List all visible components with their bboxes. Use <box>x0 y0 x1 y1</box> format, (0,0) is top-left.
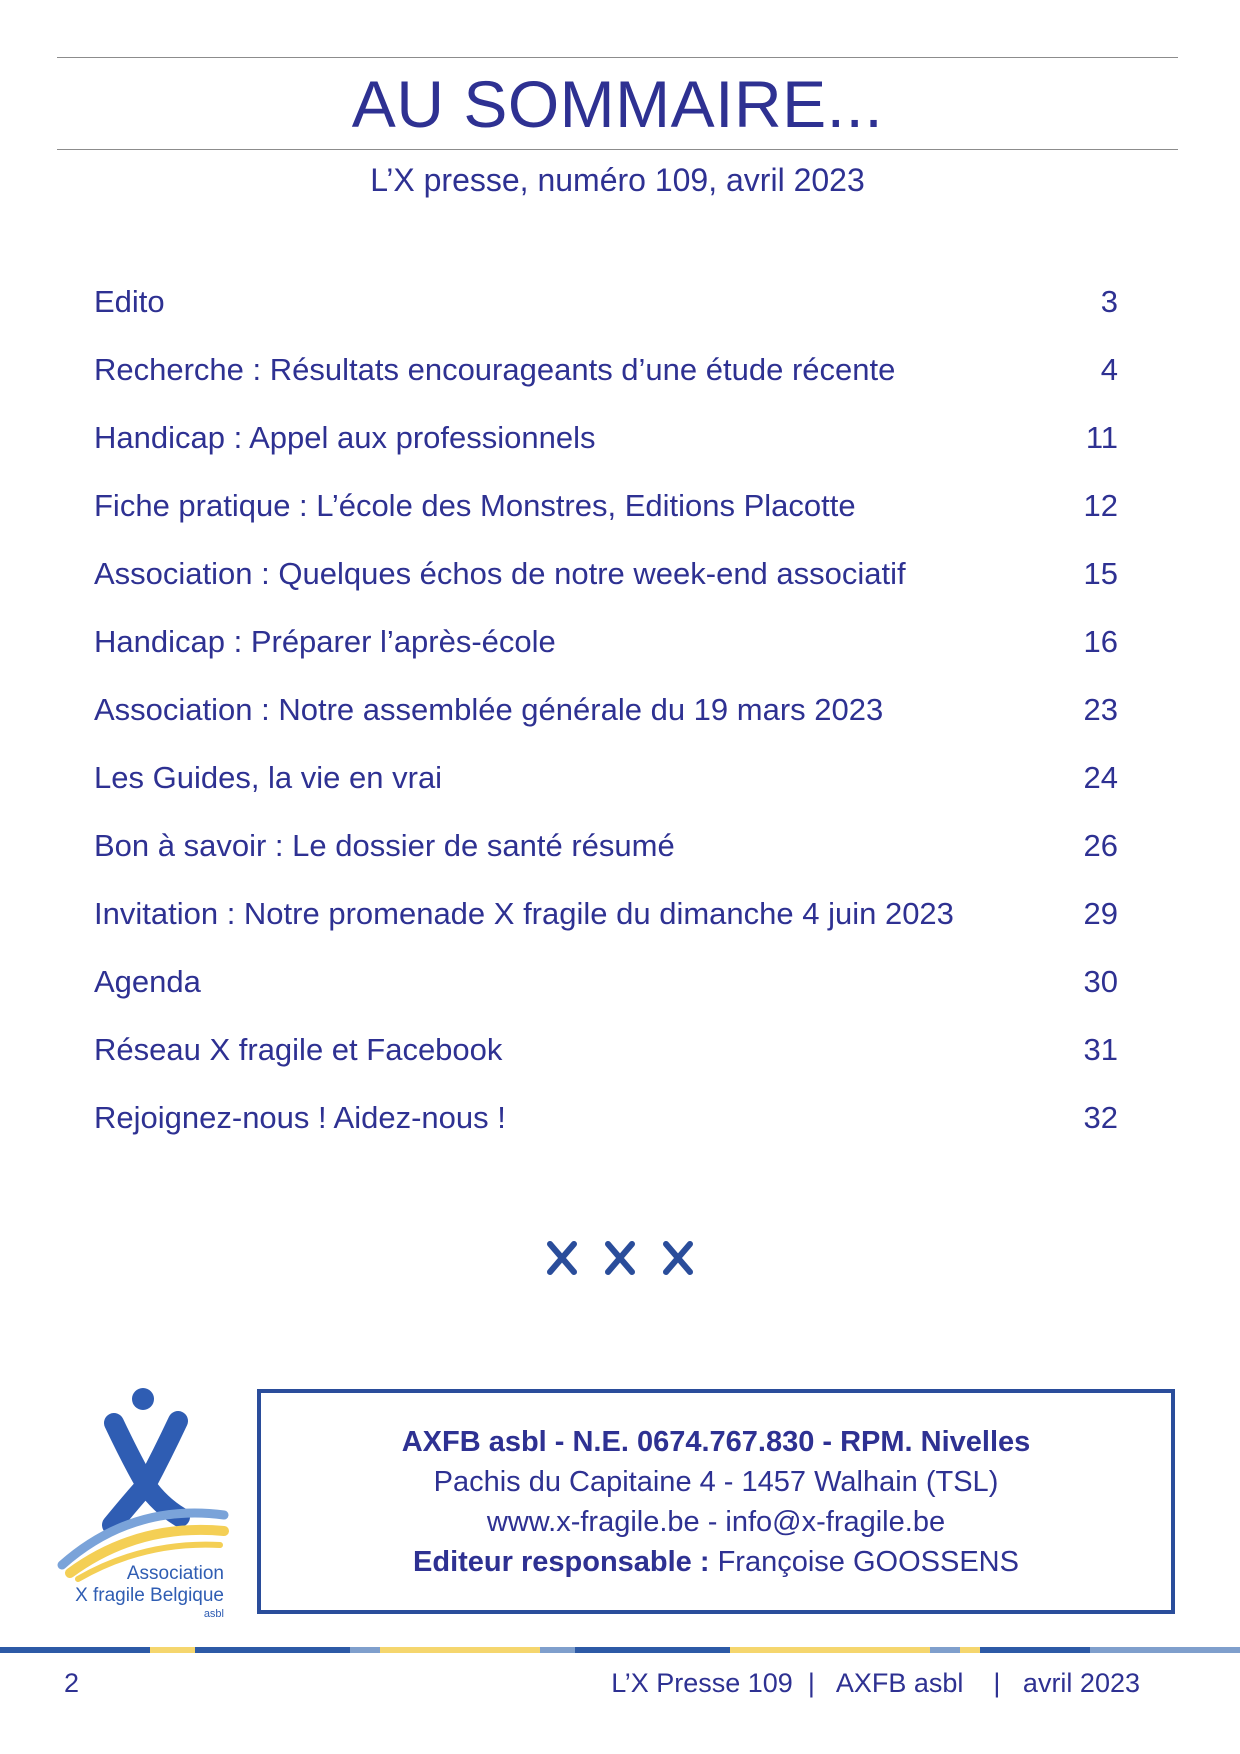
page-title: AU SOMMAIRE... <box>351 67 884 141</box>
editor-line <box>413 1542 1019 1582</box>
org-contact[interactable]: www.x-fragile.be - info@x-fragile.be <box>486 1505 946 1538</box>
toc-item-page: 29 <box>1083 896 1118 931</box>
toc-item[interactable] <box>94 622 1118 690</box>
toc-item-title: Recherche : Résultats encourageants d’une étude récente <box>94 352 896 387</box>
org-address: Pachis du Capitaine 4 - 1457 Walhain (TSL) <box>433 1465 999 1498</box>
association-logo <box>52 1385 238 1625</box>
footer-publication-info: L’X Presse 109 | AXFB asbl | avril 2023 <box>611 1668 1140 1698</box>
editor-label: Editeur responsable : <box>413 1545 710 1578</box>
toc-item[interactable] <box>94 418 1118 486</box>
toc-item[interactable] <box>94 486 1118 554</box>
toc-item-title: Fiche pratique : L’école des Monstres, Editions Placotte <box>94 488 856 523</box>
toc-item-title: Edito <box>94 284 165 319</box>
x-mark-icon <box>602 1238 638 1278</box>
toc-item-page: 31 <box>1083 1032 1118 1067</box>
toc-item-title: Invitation : Notre promenade X fragile du dimanche 4 juin 2023 <box>94 896 954 931</box>
toc-item-page: 3 <box>1100 284 1118 319</box>
toc-item-title: Bon à savoir : Le dossier de santé résumé <box>94 828 675 863</box>
toc-item[interactable] <box>94 554 1118 622</box>
toc-item[interactable] <box>94 962 1118 1030</box>
x-mark-icon <box>660 1238 696 1278</box>
x-mark-icon <box>544 1238 580 1278</box>
x-figure-logo-icon <box>62 1388 224 1579</box>
toc-item-page: 15 <box>1083 556 1118 591</box>
toc-item-page: 11 <box>1085 420 1118 455</box>
publisher-info-box <box>257 1389 1175 1614</box>
toc-item-page: 32 <box>1083 1100 1118 1135</box>
toc-item-title: Handicap : Appel aux professionnels <box>94 420 596 455</box>
toc-item-page: 4 <box>1100 352 1118 387</box>
toc-item[interactable] <box>94 894 1118 962</box>
top-rule <box>57 57 1178 58</box>
footer-color-bar <box>0 1647 1240 1653</box>
toc-item[interactable] <box>94 758 1118 826</box>
toc-item-page: 24 <box>1083 760 1118 795</box>
toc-item-title: Handicap : Préparer l’après-école <box>94 624 556 659</box>
editor-name: Françoise GOOSSENS <box>709 1545 1019 1578</box>
toc-item-page: 30 <box>1083 964 1118 999</box>
toc-item-title: Association : Quelques échos de notre week-end associatif <box>94 556 906 591</box>
logo-line-1: Association <box>126 1563 224 1584</box>
section-separator <box>0 1238 1240 1278</box>
logo-line-2: X fragile Belgique <box>75 1585 224 1606</box>
org-registration: AXFB asbl - N.E. 0674.767.830 - RPM. Nivelles <box>401 1425 1031 1458</box>
toc-item-title: Réseau X fragile et Facebook <box>94 1032 503 1067</box>
toc-item-title: Les Guides, la vie en vrai <box>94 760 443 795</box>
page-number: 2 <box>64 1668 80 1698</box>
toc-item-page: 16 <box>1083 624 1118 659</box>
issue-subtitle: L’X presse, numéro 109, avril 2023 <box>370 162 865 198</box>
toc-item-page: 26 <box>1083 828 1118 863</box>
title-rule <box>57 149 1178 150</box>
toc-item[interactable] <box>94 350 1118 418</box>
toc-item-title: Association : Notre assemblée générale du 19 mars 2023 <box>94 692 884 727</box>
toc-item[interactable] <box>94 1030 1118 1098</box>
toc-item-title: Rejoignez-nous ! Aidez-nous ! <box>94 1100 506 1135</box>
table-of-contents <box>94 282 1118 1166</box>
toc-item[interactable] <box>94 282 1118 350</box>
toc-item-title: Agenda <box>94 964 201 999</box>
toc-item[interactable] <box>94 690 1118 758</box>
toc-item-page: 23 <box>1083 692 1118 727</box>
logo-line-3: asbl <box>203 1608 224 1620</box>
toc-item[interactable] <box>94 1098 1118 1166</box>
toc-item[interactable] <box>94 826 1118 894</box>
toc-item-page: 12 <box>1083 488 1118 523</box>
